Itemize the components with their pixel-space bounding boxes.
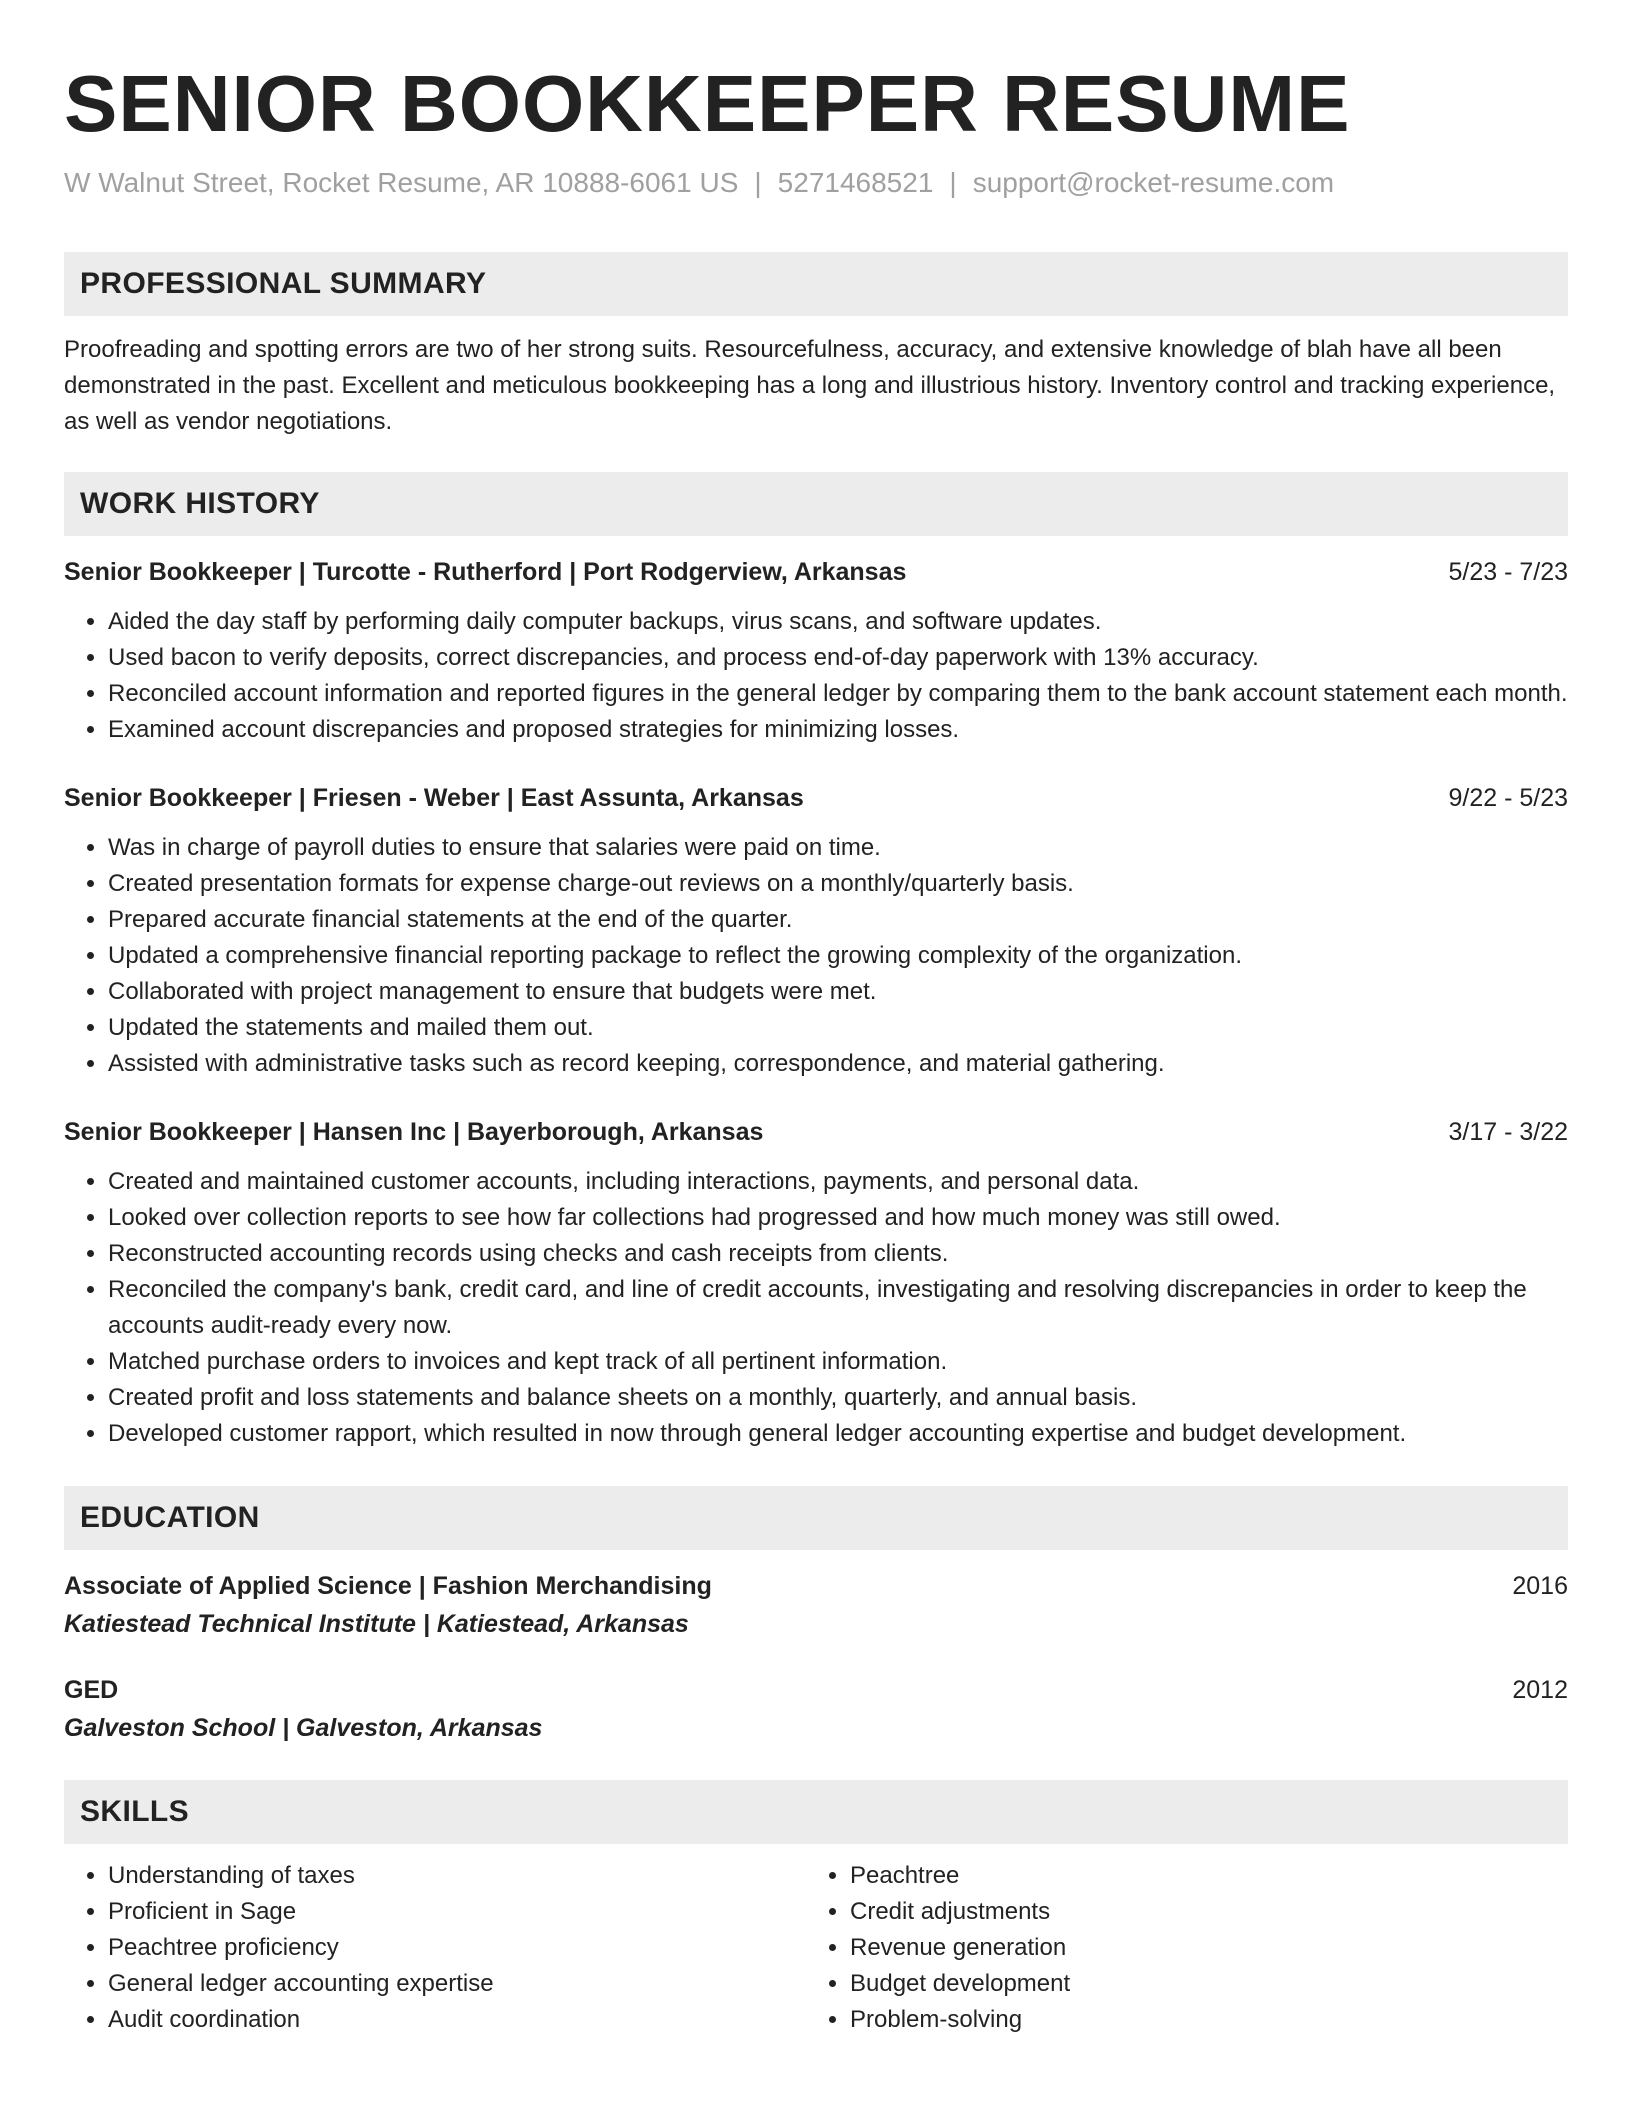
work-history-heading: WORK HISTORY bbox=[64, 472, 1568, 536]
job-bullet: • Matched purchase orders to invoices and kept track of all pertinent information. bbox=[108, 1344, 1568, 1380]
job-bullet: • Examined account discrepancies and proposed strategies for minimizing losses. bbox=[108, 712, 1568, 748]
education-entry bbox=[64, 1672, 1568, 1748]
job-title: Senior Bookkeeper | Hansen Inc | Bayerborough, Arkansas bbox=[64, 1118, 764, 1146]
contact-line bbox=[64, 166, 1568, 200]
skill-item: • Problem-solving bbox=[850, 2002, 1548, 2038]
education-entry bbox=[64, 1568, 1568, 1644]
contact-phone: 5271468521 bbox=[777, 167, 934, 198]
job-bullet: • Created profit and loss statements and balance sheets on a monthly, quarterly, and annual basis. bbox=[108, 1380, 1568, 1416]
education-degree: Associate of Applied Science | Fashion Merchandising bbox=[64, 1572, 712, 1600]
contact-address: W Walnut Street, Rocket Resume, AR 10888-6061 US bbox=[64, 167, 739, 198]
education-degree: GED bbox=[64, 1676, 119, 1704]
job-entry bbox=[64, 554, 1568, 748]
skills-column-left bbox=[64, 1858, 806, 2038]
job-entry bbox=[64, 780, 1568, 1082]
job-bullet: • Created presentation formats for expense charge-out reviews on a monthly/quarterly basis. bbox=[108, 866, 1568, 902]
skill-item: • Credit adjustments bbox=[850, 1894, 1548, 1930]
education-header bbox=[64, 1672, 1568, 1708]
job-bullets bbox=[64, 604, 1568, 748]
job-bullet: • Prepared accurate financial statements at the end of the quarter. bbox=[108, 902, 1568, 938]
skill-item: • Peachtree bbox=[850, 1858, 1548, 1894]
education-header bbox=[64, 1568, 1568, 1604]
contact-separator: | bbox=[754, 167, 762, 198]
job-bullet: • Was in charge of payroll duties to ensure that salaries were paid on time. bbox=[108, 830, 1568, 866]
job-bullets bbox=[64, 1164, 1568, 1452]
job-bullet: • Created and maintained customer accounts, including interactions, payments, and personal data. bbox=[108, 1164, 1568, 1200]
skills-heading: SKILLS bbox=[64, 1780, 1568, 1844]
skills-list bbox=[64, 1858, 1568, 2038]
job-header bbox=[64, 554, 1568, 590]
job-entry bbox=[64, 1114, 1568, 1452]
education-year: 2012 bbox=[1512, 1676, 1568, 1704]
skills-column-right bbox=[806, 1858, 1548, 2038]
education-year: 2016 bbox=[1512, 1572, 1568, 1600]
job-bullet: • Aided the day staff by performing daily computer backups, virus scans, and software updates. bbox=[108, 604, 1568, 640]
job-bullet: • Used bacon to verify deposits, correct discrepancies, and process end-of-day paperwork with 13% accuracy. bbox=[108, 640, 1568, 676]
skill-item: • Peachtree proficiency bbox=[108, 1930, 806, 1966]
job-bullet: • Reconstructed accounting records using checks and cash receipts from clients. bbox=[108, 1236, 1568, 1272]
resume-title: SENIOR BOOKKEEPER RESUME bbox=[64, 59, 1351, 148]
job-bullet: • Updated the statements and mailed them out. bbox=[108, 1010, 1568, 1046]
skill-item: • Proficient in Sage bbox=[108, 1894, 806, 1930]
job-bullet: • Looked over collection reports to see how far collections had progressed and how much money was still owed. bbox=[108, 1200, 1568, 1236]
summary-heading: PROFESSIONAL SUMMARY bbox=[64, 252, 1568, 316]
skill-item: • Budget development bbox=[850, 1966, 1548, 2002]
contact-email: support@rocket-resume.com bbox=[972, 167, 1335, 198]
job-bullet: • Updated a comprehensive financial reporting package to reflect the growing complexity of the organization. bbox=[108, 938, 1568, 974]
summary-text: Proofreading and spotting errors are two of her strong suits. Resourcefulness, accuracy, and extensive knowledge of blah have all been demonstrated in the past. Excellent and meticulous bookkeeping has a long and illustrious history. Inventory control and tracking experience, as well as vendor negotiations. bbox=[64, 336, 1556, 435]
job-bullet: • Reconciled the company's bank, credit card, and line of credit accounts, investigating and resolving discrepancies in order to keep the accounts audit-ready every now. bbox=[108, 1272, 1568, 1344]
education-school: Katiestead Technical Institute | Katiestead, Arkansas bbox=[64, 1610, 689, 1638]
contact-separator: | bbox=[949, 167, 957, 198]
job-dates: 9/22 - 5/23 bbox=[1448, 784, 1568, 812]
skill-item: • Understanding of taxes bbox=[108, 1858, 806, 1894]
job-bullet: • Reconciled account information and reported figures in the general ledger by comparing them to the bank account statement each month. bbox=[108, 676, 1568, 712]
job-bullet: • Developed customer rapport, which resulted in now through general ledger accounting expertise and budget development. bbox=[108, 1416, 1568, 1452]
job-dates: 3/17 - 3/22 bbox=[1448, 1118, 1568, 1146]
skill-item: • Audit coordination bbox=[108, 2002, 806, 2038]
job-title: Senior Bookkeeper | Friesen - Weber | East Assunta, Arkansas bbox=[64, 784, 804, 812]
job-header bbox=[64, 780, 1568, 816]
education-heading: EDUCATION bbox=[64, 1486, 1568, 1550]
job-header bbox=[64, 1114, 1568, 1150]
skill-item: • Revenue generation bbox=[850, 1930, 1548, 1966]
education-school: Galveston School | Galveston, Arkansas bbox=[64, 1714, 543, 1742]
job-dates: 5/23 - 7/23 bbox=[1448, 558, 1568, 586]
job-title: Senior Bookkeeper | Turcotte - Rutherford | Port Rodgerview, Arkansas bbox=[64, 558, 907, 586]
job-bullet: • Assisted with administrative tasks such as record keeping, correspondence, and material gathering. bbox=[108, 1046, 1568, 1082]
job-bullets bbox=[64, 830, 1568, 1082]
skill-item: • General ledger accounting expertise bbox=[108, 1966, 806, 2002]
job-bullet: • Collaborated with project management to ensure that budgets were met. bbox=[108, 974, 1568, 1010]
